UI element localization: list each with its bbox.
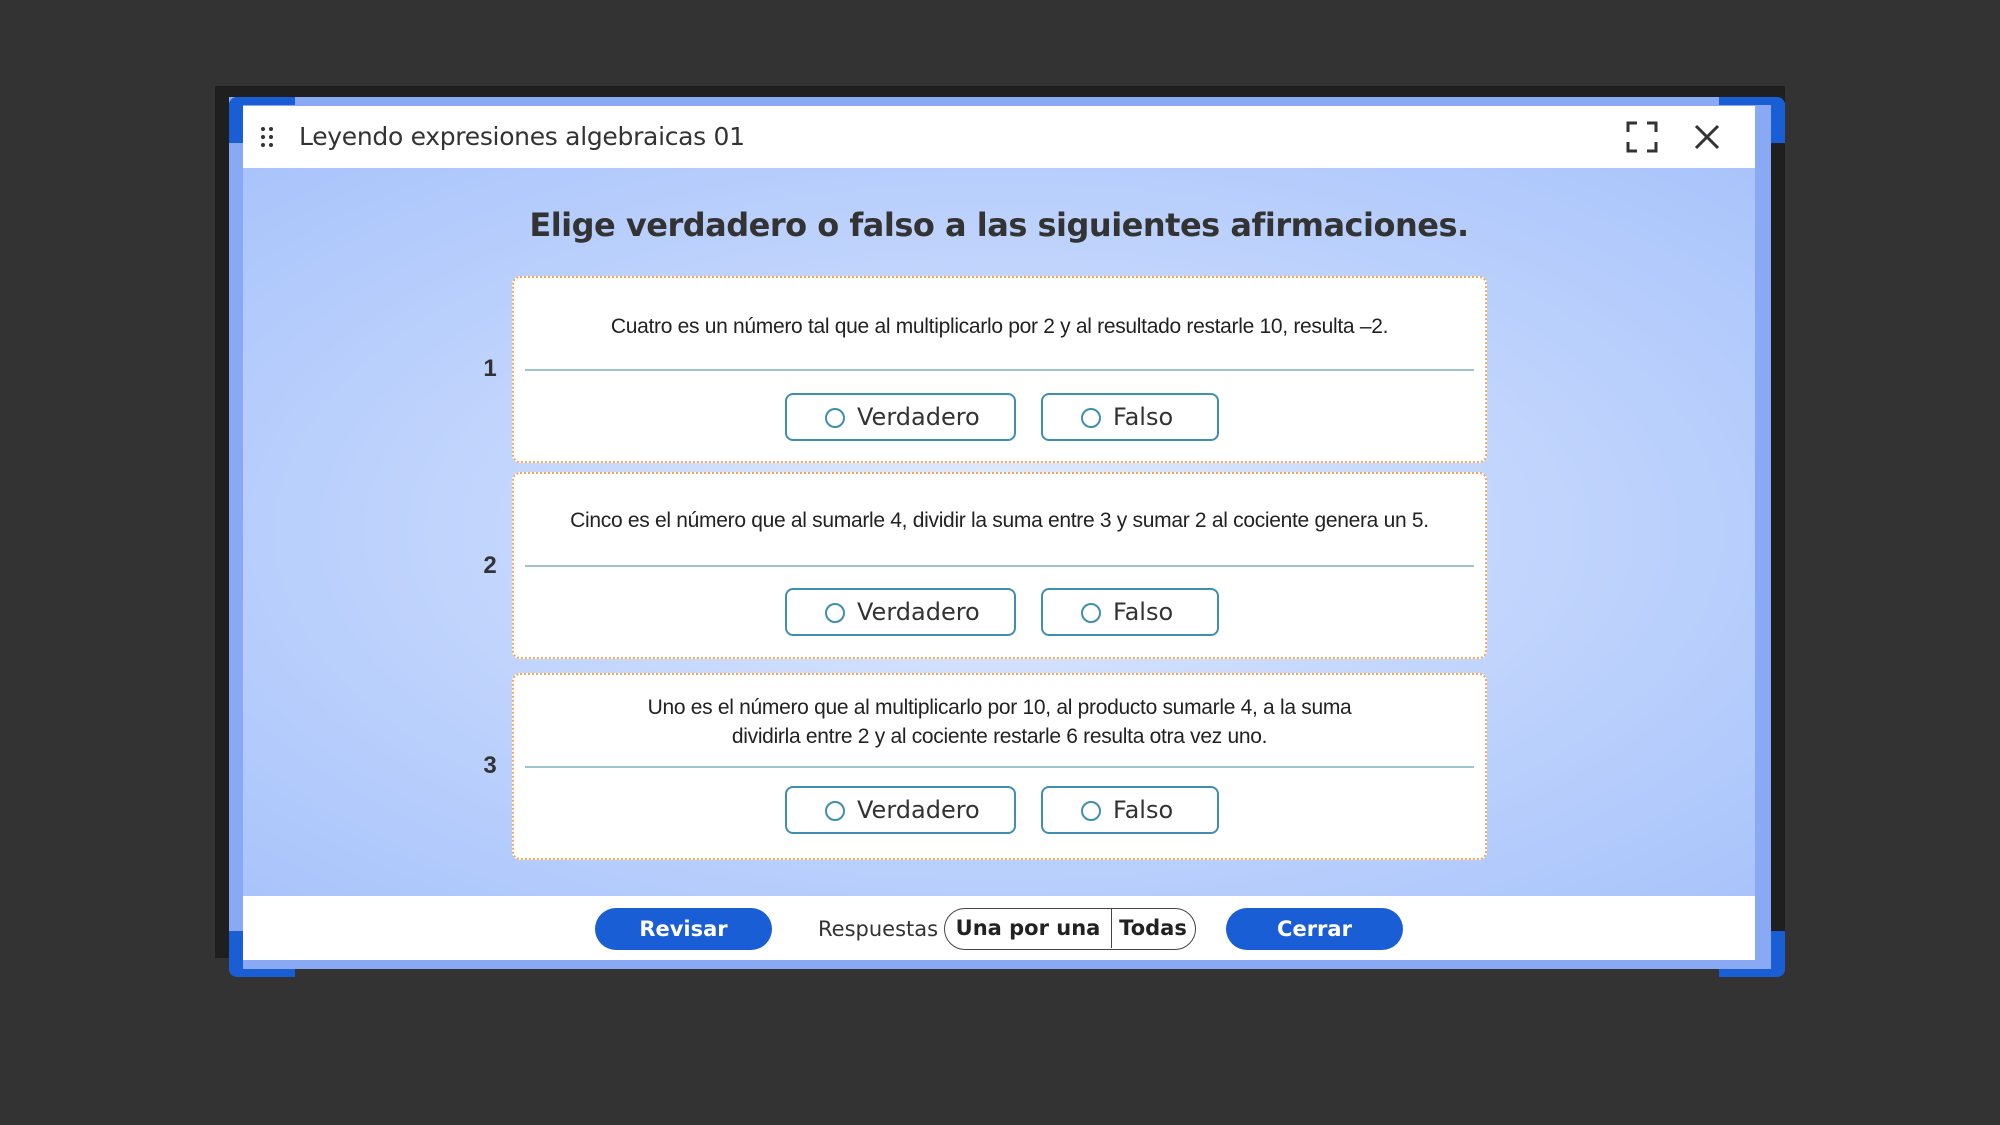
radio-unchecked-icon[interactable] bbox=[825, 603, 845, 623]
question-text bbox=[544, 506, 1455, 535]
answers-all-button[interactable]: Todas bbox=[1119, 916, 1187, 940]
footer-toolbar bbox=[243, 896, 1755, 960]
question-text-line: dividirla entre 2 y al cociente restarle 6 resulta otra vez uno. bbox=[731, 725, 1268, 748]
question-text-line: Cuatro es un número tal que al multiplicarlo por 2 y al resultado restarle 10, resulta –2. bbox=[610, 315, 1389, 338]
question-divider bbox=[525, 369, 1474, 371]
option-verdadero[interactable] bbox=[785, 786, 1016, 834]
option-label: Verdadero bbox=[857, 403, 980, 431]
answers-mode-toggle bbox=[944, 908, 1196, 950]
option-label: Verdadero bbox=[857, 796, 980, 824]
question-text bbox=[544, 693, 1455, 751]
check-button[interactable]: Revisar bbox=[595, 908, 772, 950]
question-text-line: Uno es el número que al multiplicarlo por 10, al producto sumarle 4, a la suma bbox=[647, 696, 1352, 719]
question-text bbox=[544, 312, 1455, 341]
activity-window bbox=[243, 106, 1755, 960]
answers-one-by-one-button[interactable]: Una por una bbox=[945, 909, 1112, 948]
question-card bbox=[512, 472, 1487, 659]
question-card bbox=[512, 673, 1487, 860]
instruction-heading: Elige verdadero o falso a las siguientes afirmaciones. bbox=[529, 206, 1469, 244]
question-number: 3 bbox=[483, 752, 497, 779]
option-label: Verdadero bbox=[857, 598, 980, 626]
close-button[interactable]: Cerrar bbox=[1226, 908, 1403, 950]
option-falso[interactable] bbox=[1041, 588, 1219, 636]
answers-label: Respuestas bbox=[818, 917, 939, 941]
radio-unchecked-icon[interactable] bbox=[1081, 801, 1101, 821]
close-icon bbox=[1690, 120, 1724, 154]
option-label: Falso bbox=[1113, 598, 1174, 626]
radio-unchecked-icon[interactable] bbox=[825, 801, 845, 821]
option-label: Falso bbox=[1113, 403, 1174, 431]
option-falso[interactable] bbox=[1041, 786, 1219, 834]
window-title: Leyendo expresiones algebraicas 01 bbox=[299, 122, 745, 151]
question-divider bbox=[525, 565, 1474, 567]
option-falso[interactable] bbox=[1041, 393, 1219, 441]
option-verdadero[interactable] bbox=[785, 393, 1016, 441]
titlebar bbox=[243, 106, 1755, 168]
radio-unchecked-icon[interactable] bbox=[1081, 408, 1101, 428]
question-divider bbox=[525, 766, 1474, 768]
fullscreen-button[interactable] bbox=[1625, 120, 1659, 154]
question-text-line: Cinco es el número que al sumarle 4, dividir la suma entre 3 y sumar 2 al cociente genera un 5. bbox=[570, 509, 1429, 532]
question-card bbox=[512, 276, 1487, 463]
radio-unchecked-icon[interactable] bbox=[1081, 603, 1101, 623]
activity-content bbox=[243, 168, 1755, 896]
option-verdadero[interactable] bbox=[785, 588, 1016, 636]
option-label: Falso bbox=[1113, 796, 1174, 824]
question-number: 2 bbox=[483, 552, 497, 579]
radio-unchecked-icon[interactable] bbox=[825, 408, 845, 428]
fullscreen-icon bbox=[1625, 120, 1659, 154]
drag-handle-icon[interactable] bbox=[261, 127, 275, 147]
question-number: 1 bbox=[483, 355, 497, 382]
close-window-button[interactable] bbox=[1690, 120, 1724, 154]
